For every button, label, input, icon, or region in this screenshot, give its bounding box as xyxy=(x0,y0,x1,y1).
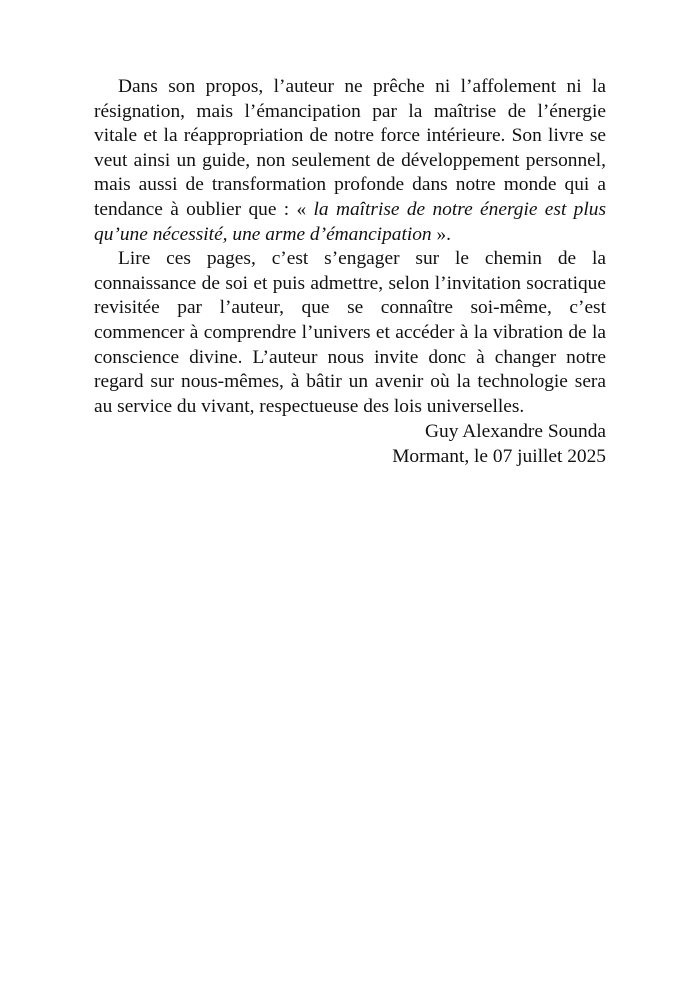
place-date: Mormant, le 07 juillet 2025 xyxy=(392,445,606,467)
paragraph-1 xyxy=(94,75,606,247)
document-page xyxy=(94,75,606,470)
signature-block xyxy=(94,420,606,469)
paragraph-2: Lire ces pages, c’est s’engager sur le chemin de la connaissance de soi et puis admettre, selon l’invitation socratique revisitée par l’auteur, que se connaître soi-même, c’est commencer à comprendre l’univers et accéder à la vibration de la conscience divine. L’auteur nous invite donc à changer notre regard sur nous-mêmes, à bâtir un avenir où la technologie sera au service du vivant, respectueuse des lois universelles. xyxy=(94,248,606,417)
quotation-italic: la maîtrise de notre énergie est plus qu’une nécessité, une arme d’émancipation xyxy=(94,198,606,245)
paragraph-1-closing: ». xyxy=(431,223,452,245)
paragraph-1-text: Dans son propos, l’auteur ne prêche ni l’affolement ni la résignation, mais l’émancipation par la maîtrise de l’énergie vitale et la réappropriation de notre force intérieure. Son livre se veut ainsi un guide, non seulement de développement personnel, mais aussi de transformation profonde dans notre monde qui a tendance à oublier que : « xyxy=(94,76,606,220)
author-name: Guy Alexandre Sounda xyxy=(425,421,606,443)
